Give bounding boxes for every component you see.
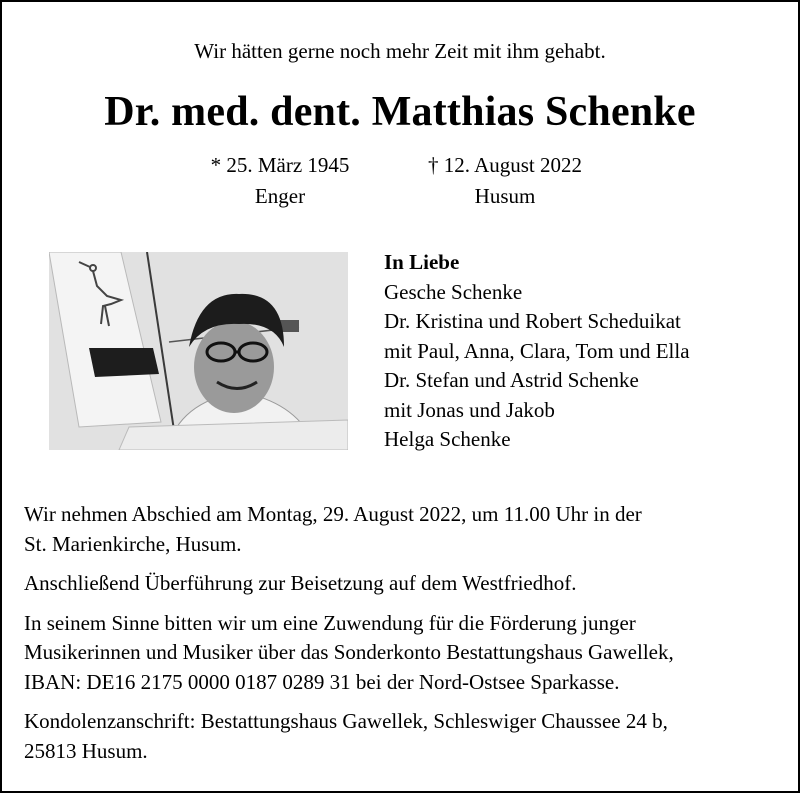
death-info [405, 150, 605, 212]
intro-text: Wir hätten gerne noch mehr Zeit mit ihm gehabt. [194, 39, 606, 63]
birth-info [180, 150, 380, 212]
funeral-service-notice [24, 500, 784, 559]
mourners-list [384, 248, 690, 455]
mourner-line: Dr. Stefan und Astrid Schenke [384, 368, 639, 392]
notice-line: Kondolenzanschrift: Bestattungshaus Gawellek, Schleswiger Chaussee 24 b, [24, 709, 668, 733]
mourner-line: Dr. Kristina und Robert Scheduikat [384, 309, 681, 333]
birth-place: Enger [254, 184, 306, 208]
notice-line: IBAN: DE16 2175 0000 0187 0289 31 bei der Nord-Ostsee Sparkasse. [24, 669, 620, 694]
mourner-line: mit Paul, Anna, Clara, Tom und Ella [384, 338, 690, 363]
mourner-line: mit Jonas und Jakob [384, 397, 555, 422]
mourner-line: Gesche Schenke [384, 279, 523, 304]
notice-line: Wir nehmen Abschied am Montag, 29. August 2022, um 11.00 Uhr in der [24, 502, 642, 526]
notice-line: 25813 Husum. [24, 738, 148, 763]
mourner-line: Helga Schenke [384, 427, 511, 451]
notices [24, 500, 784, 776]
portrait-photo [49, 252, 348, 450]
notice-line: In seinem Sinne bitten wir um eine Zuwendung für die Förderung junger [24, 610, 636, 635]
portrait-photo-illustration [49, 252, 348, 450]
condolence-address [24, 707, 784, 766]
deceased-name: Dr. med. dent. Matthias Schenke [104, 89, 696, 135]
death-place: Husum [474, 184, 536, 208]
birth-date: * 25. März 1945 [210, 153, 350, 177]
notice-line: Musikerinnen und Musiker über das Sonderkonto Bestattungshaus Gawellek, [24, 640, 674, 664]
donation-notice [24, 609, 784, 698]
mourners-heading: In Liebe [384, 250, 460, 274]
death-date: † 12. August 2022 [427, 153, 582, 177]
notice-line: St. Marienkirche, Husum. [24, 531, 242, 556]
notice-line: Anschließend Überführung zur Beisetzung auf dem Westfriedhof. [24, 571, 577, 595]
burial-notice [24, 569, 784, 599]
